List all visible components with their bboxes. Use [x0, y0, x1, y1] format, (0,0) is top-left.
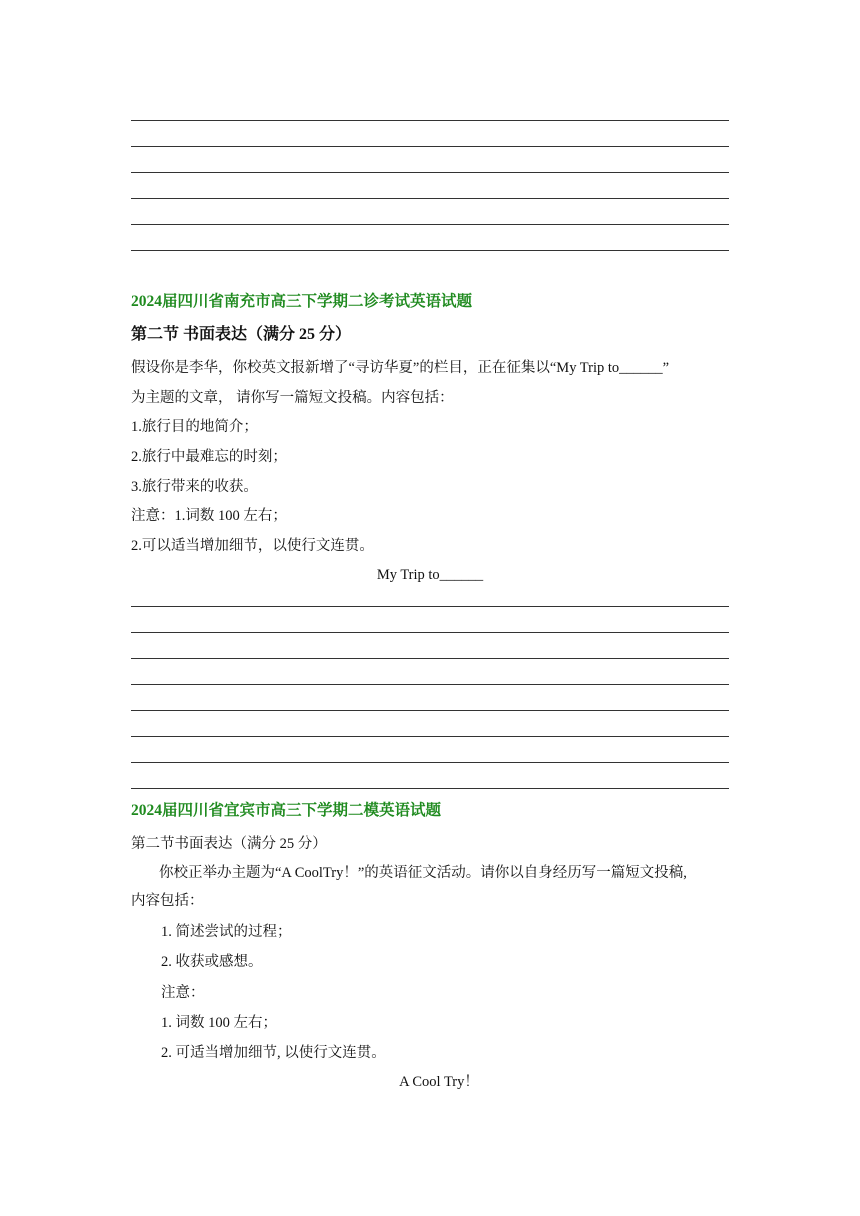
- section2-prompt-line2: 内容包括：: [131, 893, 204, 909]
- section1-essay-title: My Trip to______: [376, 567, 484, 583]
- section1-item1: 1.旅行目的地简介；: [131, 419, 258, 435]
- answer-line: [131, 146, 729, 147]
- section2-item1: 1. 简述尝试的过程；: [161, 924, 292, 940]
- answer-line: [131, 788, 729, 789]
- section2-essay-title: A Cool Try！: [399, 1074, 479, 1090]
- answer-line: [131, 606, 729, 607]
- section2-item2: 2. 收获或感想。: [161, 954, 263, 970]
- answer-line: [131, 658, 729, 659]
- answer-line: [131, 736, 729, 737]
- answer-line: [131, 172, 729, 173]
- answer-line: [131, 684, 729, 685]
- section1-title: 2024届四川省南充市高三下学期二诊考试英语试题: [131, 293, 473, 310]
- answer-line: [131, 250, 729, 251]
- answer-line: [131, 762, 729, 763]
- section1-subtitle: 第二节 书面表达（满分 25 分）: [131, 326, 352, 343]
- answer-line: [131, 632, 729, 633]
- section2-note2: 2. 可适当增加细节, 以使行文连贯。: [161, 1045, 386, 1061]
- section2-note-label: 注意：: [161, 985, 205, 1001]
- section1-prompt-line2: 为主题的文章， 请你写一篇短文投稿。内容包括：: [131, 390, 454, 406]
- answer-line: [131, 710, 729, 711]
- answer-line: [131, 198, 729, 199]
- answer-line: [131, 120, 729, 121]
- section2-subtitle: 第二节书面表达（满分 25 分）: [131, 836, 327, 852]
- section2-note1: 1. 词数 100 左右；: [161, 1015, 277, 1031]
- section2-title: 2024届四川省宜宾市高三下学期二模英语试题: [131, 802, 442, 819]
- section1-note1: 注意：1.词数 100 左右；: [131, 508, 287, 524]
- section1-note2: 2.可以适当增加细节，以使行文连贯。: [131, 538, 374, 554]
- section2-prompt-line1: 你校正举办主题为“A CoolTry！”的英语征文活动。请你以自身经历写一篇短文投稿,: [159, 865, 687, 881]
- section1-prompt-line1: 假设你是李华，你校英文报新增了“寻访华夏”的栏目，正在征集以“My Trip to______”: [131, 360, 670, 376]
- section1-item3: 3.旅行带来的收获。: [131, 479, 258, 495]
- answer-line: [131, 224, 729, 225]
- section1-item2: 2.旅行中最难忘的时刻；: [131, 449, 287, 465]
